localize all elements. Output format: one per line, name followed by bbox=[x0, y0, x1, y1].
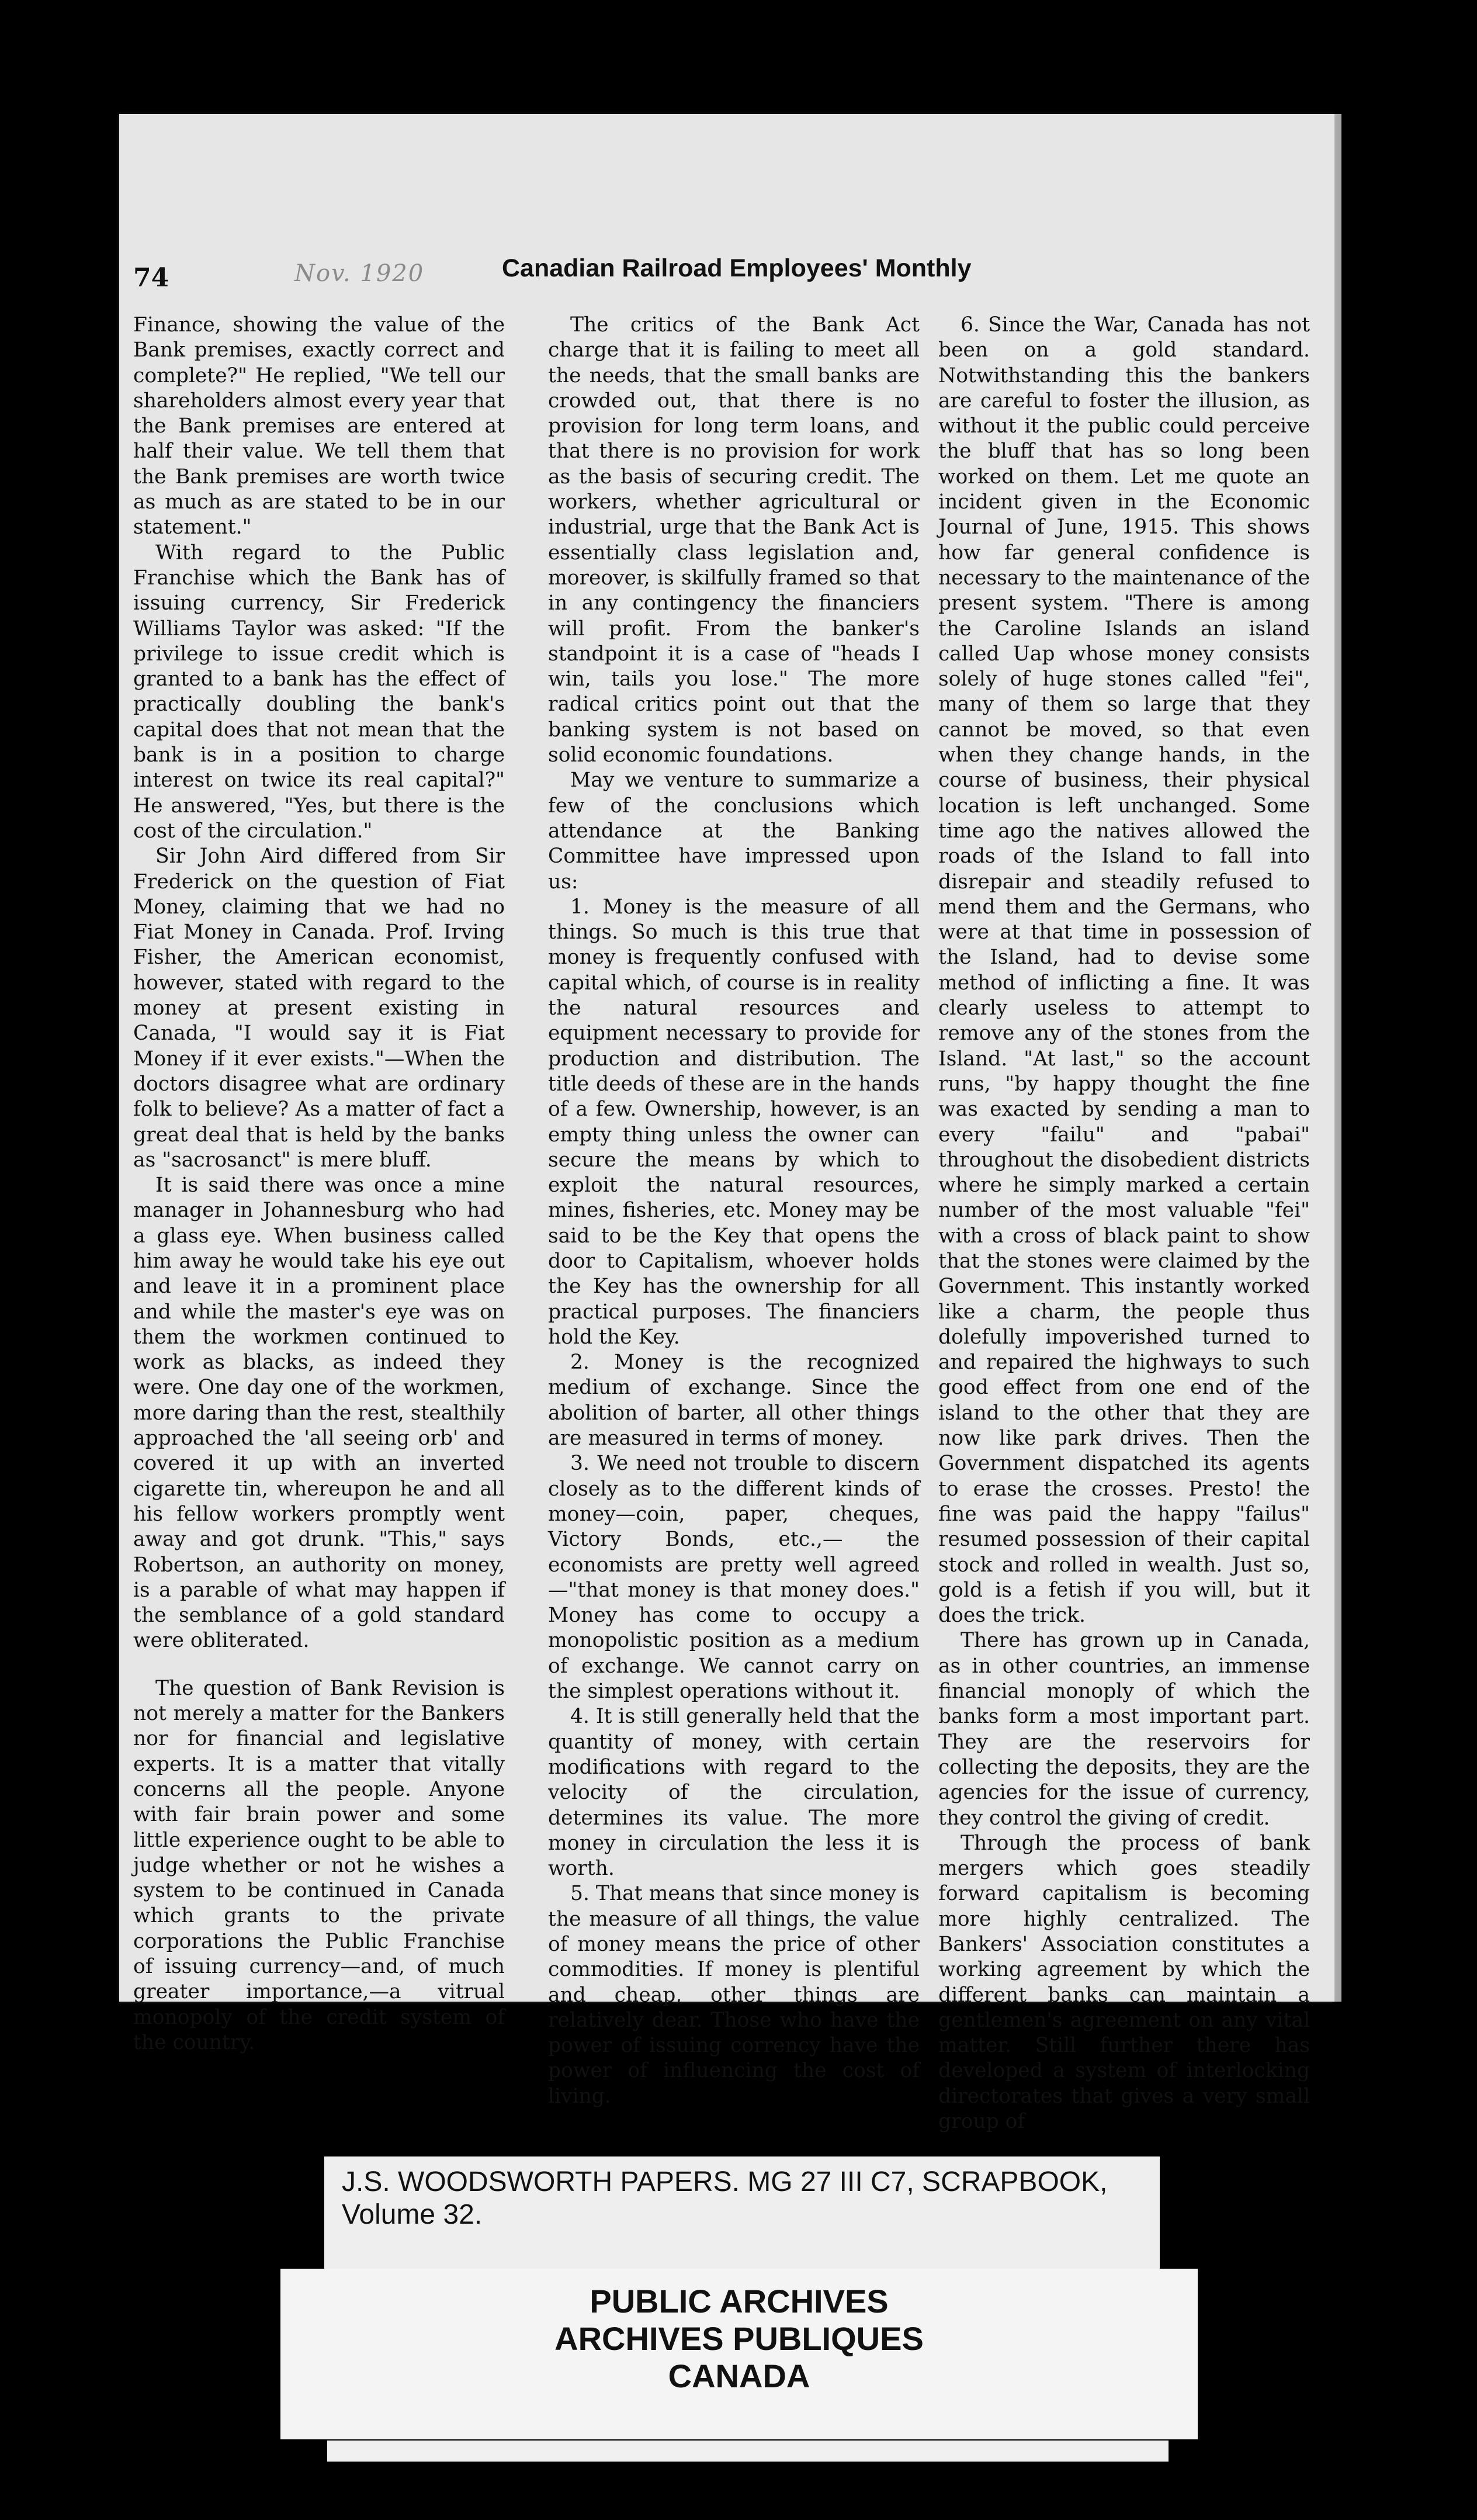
archive-reference-line-2: Volume 32. bbox=[342, 2199, 483, 2230]
paragraph: 1. Money is the measure of all things. So much is this true that money is frequently confused with capital which, of course is in reality the natural resources and equipment necessary to provide for production and distribution. The title deeds of these are in the hands of a few. Ownership, however, is an empty thing unless the owner can secure the means by which to exploit the natural resources, mines, fisheries, etc. Money may be said to be the Key that opens the door to Capitalism, whoever holds the Key has the ownership for all practical purposes. The financiers hold the Key. bbox=[548, 895, 920, 1349]
scrapbook-page bbox=[119, 114, 1334, 2134]
running-title: Canadian Railroad Employees' Monthly bbox=[502, 254, 972, 282]
column-3 bbox=[938, 313, 1310, 2134]
page-number: 74 bbox=[133, 263, 169, 293]
paragraph: There has grown up in Canada, as in other countries, an immense financial monoply of which the banks form a most important part. They are the reservoirs for collecting the deposits, they are the agencies for the issue of currency, they control the giving of credit. bbox=[938, 1629, 1310, 1830]
stamp-line-1: PUBLIC ARCHIVES bbox=[590, 2283, 889, 2320]
archives-stamp bbox=[280, 2283, 1198, 2395]
paragraph: The critics of the Bank Act charge that it is failing to meet all the needs, that the small banks are crowded out, that there is no provision for long term loans, and that there is no provision for work as the basis of securing credit. The workers, whether agricultural or industrial, urge that the Bank Act is essentially class legislation and, moreover, is skilfully framed so that in any contingency the financiers will profit. From the banker's standpoint it is a case of "heads I win, tails you lose." The more radical critics point out that the banking system is not based on solid economic foundations. bbox=[548, 313, 920, 767]
paragraph: 6. Since the War, Canada has not been on a gold standard. Notwithstanding this the bankers are careful to foster the illusion, as without it the public could perceive the bluff that has so long been worked on them. Let me quote an incident given in the Economic Journal of June, 1915. This shows how far general confidence is necessary to the maintenance of the present system. "There is among the Caroline Islands an island called Uap whose money consists solely of huge stones called "fei", many of them so large that they cannot be moved, so that even when they change hands, in the course of business, their physical location is left unchanged. Some time ago the natives allowed the roads of the Island to fall into disrepair and steadily refused to mend them and the Germans, who were at that time in possession of the Island, had to devise some method of inflicting a fine. It was clearly useless to attempt to remove any of the stones from the Island. "At last," so the account runs, "by happy thought the fine was exacted by sending a man to every "failu" and "pabai" throughout the disobedient districts where he simply marked a certain number of the most valuable "fei" with a cross of black paint to show that the stones were claimed by the Government. This instantly worked like a charm, the people thus dolefully impoverished turned to and repaired the highways to such good effect from one end of the island to the other that they are now like park drives. Then the Government dispatched its agents to erase the crosses. Presto! the fine was paid the happy "failus" resumed possession of their capital stock and rolled in wealth. Just so, gold is a fetish if you will, but it does the trick. bbox=[938, 313, 1310, 1628]
paragraph: Finance, showing the value of the Bank premises, exactly correct and complete?" He replied, "We tell our shareholders almost every year that the Bank premises are entered at half their value. We tell them that the Bank premises are worth twice as much as are stated to be in our statement." bbox=[133, 313, 505, 539]
paragraph: 4. It is still generally held that the quantity of money, with certain modifications with regard to the velocity of the circulation, determines its value. The more money in circulation the less it is worth. bbox=[548, 1705, 920, 1881]
stamp-line-3: CANADA bbox=[668, 2358, 810, 2394]
paragraph: 3. We need not trouble to discern closely as to the different kinds of money—coin, paper, cheques, Victory Bonds, etc.,— the economists are pretty well agreed—"that money is that money does." Money has come to occupy a monopolistic position as a medium of exchange. We cannot carry on the simplest operations without it. bbox=[548, 1452, 920, 1704]
stamp-line-2: ARCHIVES PUBLIQUES bbox=[554, 2320, 924, 2357]
paragraph: Sir John Aird differed from Sir Frederick on the question of Fiat Money, claiming that we had no Fiat Money in Canada. Prof. Irving Fisher, the American economist, however, stated with regard to the money at present existing in Canada, "I would say it is Fiat Money if it ever exists."—When the doctors disagree what are ordinary folk to believe? As a matter of fact a great deal that is held by the banks as "sacrosanct" is mere bluff. bbox=[133, 844, 505, 1172]
column-2 bbox=[548, 313, 920, 2109]
paragraph: Through the process of bank mergers which goes steadily forward capitalism is becoming more highly centralized. The Bankers' Association constitutes a working agreement by which the different banks can maintain a gentlemen's agreement on any vital matter. Still further there has developed a system of interlocking directorates that gives a very small group of bbox=[938, 1831, 1310, 2134]
archive-reference-line-1: J.S. WOODSWORTH PAPERS. MG 27 III C7, SCRAPBOOK, bbox=[342, 2166, 1108, 2197]
archives-stamp-label bbox=[280, 2269, 1198, 2439]
paragraph: 5. That means that since money is the measure of all things, the value of money means the price of other commodities. If money is plentiful and cheap, other things are relatively dear. Those who have the power of issuing corrency have the power of influencing the cost of living. bbox=[548, 1882, 920, 2108]
paragraph: With regard to the Public Franchise which the Bank has of issuing currency, Sir Frederick Williams Taylor was asked: "If the privilege to issue credit which is granted to a bank has the effect of practically doubling the bank's capital does that not mean that the bank is in a position to charge interest on twice its real capital?" He answered, "Yes, but there is the cost of the circulation." bbox=[133, 541, 505, 843]
article-columns bbox=[133, 313, 1325, 2134]
paragraph: It is said there was once a mine manager in Johannesburg who had a glass eye. When business called him away he would take his eye out and leave it in a prominent place and while the master's eye was on them the workmen continued to work as blacks, as indeed they were. One day one of the workmen, more daring than the rest, stealthily approached the 'all seeing orb' and covered it up with an inverted cigarette tin, whereupon he and all his fellow workers promptly went away and got drunk. "This," says Robertson, an authority on money, is a parable of what may happen if the semblance of a gold standard were obliterated. bbox=[133, 1174, 505, 1653]
paragraph: 2. Money is the recognized medium of exchange. Since the abolition of barter, all other things are measured in terms of money. bbox=[548, 1351, 920, 1451]
paragraph: The question of Bank Revision is not merely a matter for the Bankers nor for financial and legislative experts. It is a matter that vitally concerns all the people. Anyone with fair brain power and some little experience ought to be able to judge whether or not he wishes a system to be continued in Canada which grants to the private corporations the Public Franchise of issuing currency—and, of much greater importance,—a vitrual monopoly of the credit system of the country. bbox=[133, 1676, 505, 2054]
label-edge bbox=[327, 2441, 1169, 2462]
paragraph: May we venture to summarize a few of the conclusions which attendance at the Banking Committee have impressed upon us: bbox=[548, 769, 920, 894]
column-1 bbox=[133, 313, 505, 2055]
handwritten-note: Nov. 1920 bbox=[294, 260, 425, 287]
